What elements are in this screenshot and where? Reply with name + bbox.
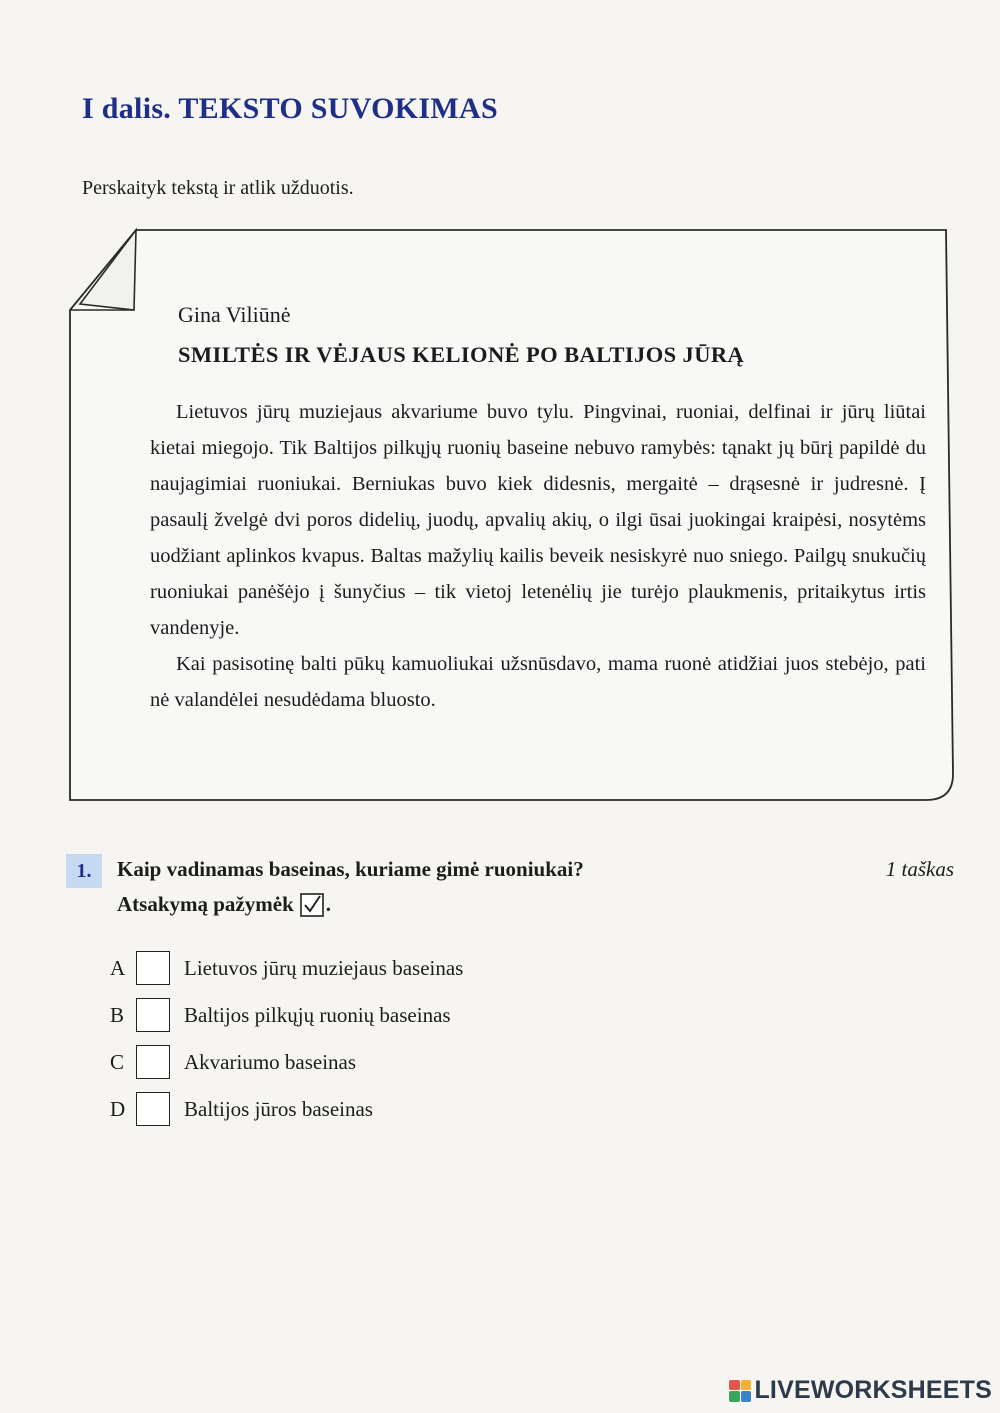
option-label: Akvariumo baseinas bbox=[184, 1049, 357, 1074]
answer-options bbox=[110, 949, 463, 1137]
passage-paragraph: Kai pasisotinę balti pūkų kamuoliukai užsnūsdavo, mama ruonė atidžiai juos stebėjo, pati nė valandėlei nesudėdama bluosto. bbox=[150, 653, 926, 711]
option-b bbox=[110, 996, 463, 1034]
logo-mark-icon bbox=[729, 1380, 751, 1402]
passage-paragraph: Lietuvos jūrų muziejaus akvariume buvo tylu. Pingvinai, ruoniai, delfinai ir jūrų liūtai kietai miegojo. Tik Baltijos pilkųjų ruonių baseine nebuvo ramybės: tąnakt jų būrį papildė du naujagimiai ruoniukai. Berniukas buvo kiek didesnis, mergaitė – drąsesnė ir judresnė. Į pasaulį žvelgė dvi poros didelių, juodų, apvalių akių, o ilgi ūsai juokingai kraipėsi, nosytėms uodžiant aplinkos kvapus. Baltas mažylių kailis beveik nesiskyrė nuo sniego. Pailgų snukučių ruoniukai panėšėjo į šunyčius – tik vietoj letenėlių jie turėjo plaukmenis, pritaikytus irtis vandenyje. bbox=[150, 401, 926, 639]
instruction-text: Perskaityk tekstą ir atlik užduotis. bbox=[82, 177, 354, 199]
option-label: Baltijos pilkųjų ruonių baseinas bbox=[184, 1002, 451, 1027]
option-c-checkbox[interactable] bbox=[136, 1045, 170, 1079]
option-letter: B bbox=[110, 1002, 125, 1027]
option-c bbox=[110, 1043, 463, 1081]
question-number: 1. bbox=[66, 854, 102, 888]
option-letter: D bbox=[110, 1096, 126, 1121]
passage-title: SMILTĖS IR VĖJAUS KELIONĖ PO BALTIJOS JŪRĄ bbox=[178, 342, 745, 367]
question-text: Kaip vadinamas baseinas, kuriame gimė ruoniukai? bbox=[117, 857, 584, 881]
option-d-checkbox[interactable] bbox=[136, 1092, 170, 1126]
option-letter: C bbox=[110, 1049, 125, 1074]
option-b-checkbox[interactable] bbox=[136, 998, 170, 1032]
option-d bbox=[110, 1090, 463, 1128]
option-a bbox=[110, 949, 463, 987]
section-title: I dalis. TEKSTO SUVOKIMAS bbox=[82, 92, 498, 125]
logo-text: LIVEWORKSHEETS bbox=[754, 1376, 992, 1404]
option-label: Lietuvos jūrų muziejaus baseinas bbox=[184, 955, 464, 980]
passage-author: Gina Viliūnė bbox=[178, 302, 291, 327]
instruction-text-before: Atsakymą pažymėk bbox=[117, 892, 294, 916]
checkbox-checked-icon bbox=[300, 893, 324, 917]
passage-body bbox=[150, 394, 926, 718]
instruction-text-after: . bbox=[325, 892, 331, 916]
option-letter: A bbox=[110, 955, 126, 980]
question-instruction bbox=[117, 892, 331, 917]
question-points: 1 taškas bbox=[885, 857, 954, 881]
liveworksheets-logo bbox=[729, 1376, 992, 1405]
option-label: Baltijos jūros baseinas bbox=[184, 1096, 373, 1121]
option-a-checkbox[interactable] bbox=[136, 951, 170, 985]
